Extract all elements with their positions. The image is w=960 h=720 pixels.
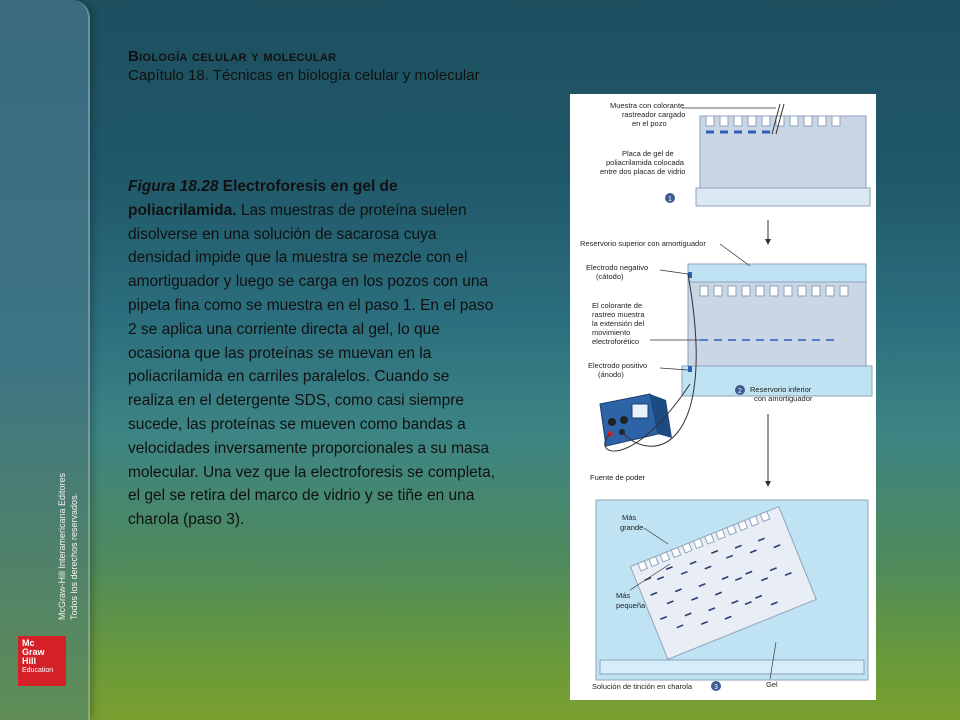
step-2-apparatus (682, 264, 872, 396)
svg-text:con amortiguador: con amortiguador (754, 394, 813, 403)
svg-text:Electrodo negativo: Electrodo negativo (586, 263, 649, 272)
svg-text:Fuente de poder: Fuente de poder (590, 473, 646, 482)
slide-title: Biología celular y molecular (128, 48, 337, 65)
svg-text:Placa de gel de: Placa de gel de (622, 149, 674, 158)
svg-text:(cátodo): (cátodo) (596, 272, 624, 281)
svg-text:El colorante de: El colorante de (592, 301, 643, 310)
step-1-gel-plate (696, 104, 870, 206)
svg-text:entre dos placas de vidrio: entre dos placas de vidrio (600, 167, 686, 176)
svg-text:Electrodo positivo: Electrodo positivo (588, 361, 648, 370)
electrophoresis-diagram (570, 94, 876, 700)
svg-text:rastreo muestra: rastreo muestra (592, 310, 645, 319)
svg-text:Gel: Gel (766, 680, 778, 689)
svg-text:Más: Más (622, 513, 637, 522)
svg-text:Muestra con colorante: Muestra con colorante (610, 101, 685, 110)
svg-text:movimiento: movimiento (592, 328, 631, 337)
figure-title: Electroforesis en gel de poliacrilamida. (128, 178, 398, 219)
svg-text:en el pozo: en el pozo (632, 119, 667, 128)
svg-text:Solución de tinción en charola: Solución de tinción en charola (592, 682, 693, 691)
copyright-line-2: Todos los derechos reservados. (69, 492, 79, 620)
figure-caption (128, 175, 498, 532)
svg-text:pequeña: pequeña (616, 601, 646, 610)
svg-text:electroforético: electroforético (592, 337, 640, 346)
svg-text:grande: grande (620, 523, 644, 532)
svg-text:(ánodo): (ánodo) (598, 370, 624, 379)
copyright-line-1: McGraw-Hill Interamericana Editores (57, 472, 67, 620)
copyright-notice (56, 473, 80, 620)
svg-text:rastreador cargado: rastreador cargado (622, 110, 686, 119)
slide-header (128, 48, 480, 84)
svg-text:1: 1 (668, 196, 672, 203)
svg-text:Más: Más (616, 591, 631, 600)
svg-text:3: 3 (714, 684, 718, 691)
svg-text:poliacrilamida colocada: poliacrilamida colocada (606, 158, 684, 167)
mcgraw-hill-logo: Mc Graw Hill Education (18, 636, 66, 686)
svg-text:Reservorio inferior: Reservorio inferior (750, 385, 812, 394)
electrophoresis-figure (570, 94, 876, 700)
figure-label: Figura 18.28 (128, 178, 219, 195)
sidebar (0, 0, 90, 720)
svg-text:la extensión del: la extensión del (592, 319, 645, 328)
caption-body: Las muestras de proteína suelen disolverse en una solución de sacarosa cuya densidad impide que la muestra se mezcle con el amortiguador y luego se carga en los pozos con una pipeta fina como se muestra en el paso 1. En el paso 2 se aplica una corriente directa al gel, lo que ocasiona que las proteínas se muevan en la poliacrilamida en carriles paralelos. Cuando se realiza en el detergente SDS, como casi siempre sucede, las proteínas se mueven como bandas a velocidades inversamente proporcionales a su masa molecular. Una vez que la electroforesis se completa, el gel se retira del marco de vidrio y se tiñe en una charola (paso 3). (128, 201, 496, 529)
svg-text:Reservorio superior con amorti: Reservorio superior con amortiguador (580, 239, 706, 248)
svg-text:2: 2 (738, 388, 742, 395)
slide-subtitle: Capítulo 18. Técnicas en biología celular y molecular (128, 67, 480, 84)
